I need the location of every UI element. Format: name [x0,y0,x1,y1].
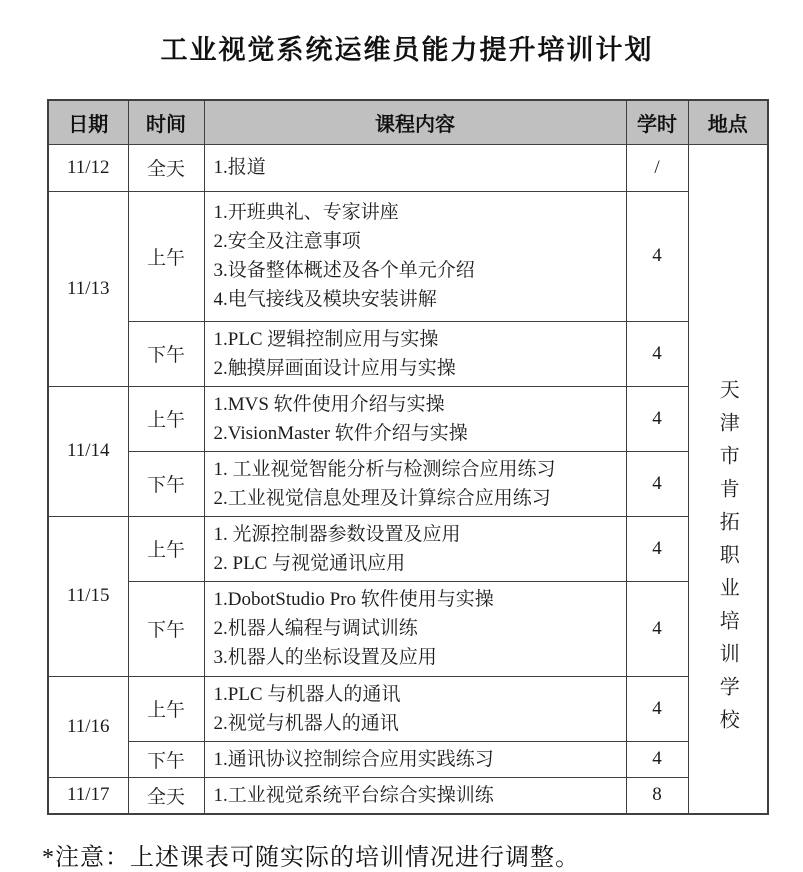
page-title: 工业视觉系统运维员能力提升培训计划 [160,35,654,65]
hours-cell: 4 [626,321,688,386]
content-cell [204,144,626,191]
time-cell: 上午 [128,191,204,321]
content-cell [204,321,626,386]
content-cell [204,516,626,581]
hours-cell: 4 [626,516,688,581]
table-header-row [48,100,768,144]
course-line: 1.MVS 软件使用介绍与实操 [213,393,445,415]
course-line: 1.DobotStudio Pro 软件使用与实操 [213,589,494,610]
date-cell: 11/14 [48,386,128,516]
table-row [48,581,768,676]
table-row [48,386,768,451]
course-line: 2.安全及注意事项 [213,231,361,252]
course-line: 2.工业视觉信息处理及计算综合应用练习 [213,487,551,509]
hours-cell: 4 [626,581,688,676]
content-cell [204,777,626,814]
content-cell [204,451,626,516]
time-cell: 全天 [128,777,204,814]
date-cell: 11/16 [48,676,128,777]
table-row [48,451,768,516]
course-line: 2.机器人编程与调试训练 [213,618,418,639]
table-row [48,321,768,386]
hours-cell: 8 [626,777,688,814]
course-line: 1.开班典礼、专家讲座 [213,202,399,223]
content-cell [204,581,626,676]
course-line: 1.PLC 与机器人的通讯 [213,683,401,705]
header-cell-hours: 学时 [626,100,688,144]
time-cell: 下午 [128,741,204,777]
content-cell [204,191,626,321]
footnote: *注意：上述课表可随实际的培训情况进行调整。 [42,844,580,871]
course-line: 1.工业视觉系统平台综合实操训练 [213,784,494,806]
hours-cell: 4 [626,451,688,516]
time-cell: 下午 [128,321,204,386]
course-line: 1.报道 [213,157,266,178]
course-line: 1.PLC 逻辑控制应用与实操 [213,328,439,350]
hours-cell: 4 [626,676,688,741]
date-cell: 11/17 [48,777,128,814]
table-row [48,676,768,741]
course-line: 4.电气接线及模块安装讲解 [213,289,437,310]
course-line: 1. 光源控制器参数设置及应用 [213,523,461,545]
course-line: 3.机器人的坐标设置及应用 [213,647,437,668]
hours-cell: 4 [626,191,688,321]
hours-cell: 4 [626,386,688,451]
table-row [48,777,768,814]
table-row [48,144,768,191]
course-line: 2.触摸屏画面设计应用与实操 [213,357,456,379]
content-cell [204,741,626,777]
hours-cell: / [626,144,688,191]
header-cell-location: 地点 [688,100,768,144]
course-line: 2.VisionMaster 软件介绍与实操 [213,422,468,444]
training-schedule-table [47,99,769,815]
time-cell: 下午 [128,451,204,516]
course-line: 1.通讯协议控制综合应用实践练习 [213,748,494,770]
time-cell: 上午 [128,516,204,581]
date-cell: 11/15 [48,516,128,676]
table-row [48,516,768,581]
date-cell: 11/12 [48,144,128,191]
course-line: 1. 工业视觉智能分析与检测综合应用练习 [213,458,556,480]
location-cell [688,144,768,814]
time-cell: 全天 [128,144,204,191]
hours-cell: 4 [626,741,688,777]
time-cell: 下午 [128,581,204,676]
table-row [48,191,768,321]
time-cell: 上午 [128,386,204,451]
course-line: 2.视觉与机器人的通讯 [213,712,399,734]
header-cell-time: 时间 [128,100,204,144]
date-cell: 11/13 [48,191,128,386]
content-cell [204,676,626,741]
content-cell [204,386,626,451]
course-line: 2. PLC 与视觉通讯应用 [213,552,406,574]
location-text: 天津市肯拓职业培训学校 [716,379,739,742]
header-cell-content: 课程内容 [204,100,626,144]
table-row [48,741,768,777]
header-cell-date: 日期 [48,100,128,144]
course-line: 3.设备整体概述及各个单元介绍 [213,260,475,281]
time-cell: 上午 [128,676,204,741]
